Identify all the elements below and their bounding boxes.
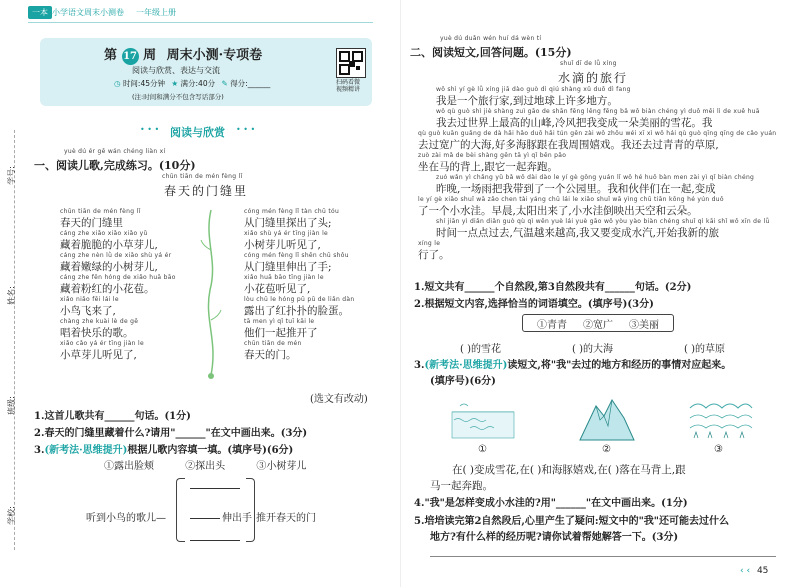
poem-line-pinyin: chàng zhe kuài lè de gē [60,318,139,325]
week-prefix: 第 [104,48,118,63]
pen-icon: ✎ [221,79,228,88]
q3-fill-line-2: 马一起奔跑。 [430,480,493,492]
week-title [104,44,262,65]
poem-left-column [60,208,210,362]
q3-fill-line-1[interactable]: 在( )变成雪花,在( )和海豚嬉戏,在( )落在马背上,跟 [452,464,686,476]
story-line-pinyin: wǒ qù guò shì jiè shàng zuì gāo de shān fēng lěng fēng bǎ wǒ biàn chéng yì duǒ měi lì de xuě huā [436,108,760,115]
ocean-picture [450,398,516,440]
poem-line-pinyin: xiǎo shù yá ér tīng jiàn le [244,230,329,237]
q3-bracket [176,478,185,542]
answer-line[interactable] [430,556,776,557]
poem-line-text: 他们一起推开了 [244,327,318,339]
right-q3-number: 3. [414,360,425,371]
poem-line [244,296,394,318]
poem-line-pinyin: cáng zhe fěn hóng de xiǎo huā bāo [60,274,176,281]
right-q1: 1.短文共有______个自然段,第3自然段共有______句话。(2分) [414,282,692,293]
q2-fill-1[interactable]: ( )的雪花 [460,344,501,355]
story-line-text: 时间一点点过去,气温越来越高,我又要变成水汽,开始我新的旅 [436,227,720,239]
left-q3 [34,441,293,456]
header-box [40,38,372,106]
poem-line [244,318,394,340]
right-q3-cont: (填序号)(6分) [430,376,496,387]
poem-line-text: 小花苞听见了, [244,283,311,295]
picture-label-3: ③ [714,444,723,455]
qr-pattern [356,66,360,70]
story-line-text: 我是一个旅行家,到过地球上许多地方。 [436,95,618,107]
section-banner-dots-right: • • • [236,125,256,134]
q3-option-1: ①露出脸颊 [104,461,154,472]
grassland-picture [688,398,754,440]
label-school: 学校: [6,506,16,525]
right-q3-text: 读短文,将"我"去过的地方和经历的事情对应起来。 [507,360,732,371]
page-footer [740,566,768,576]
poem-line [244,340,394,362]
q2-option-box [522,314,674,332]
label-class: 班级: [6,396,16,415]
q3-text: 根据儿歌内容填一填。(填序号)(6分) [127,445,294,456]
top-divider [28,22,373,23]
poem-line [60,252,210,274]
left-q1: 1.这首儿歌共有______句话。(1分) [34,411,191,422]
section-banner-dots-left: • • • [140,125,160,134]
right-q2: 2.根据短文内容,选择恰当的词语填空。(填序号)(3分) [414,299,654,310]
q3-blank-1[interactable] [190,488,240,489]
poem-line-text: 藏着嫩绿的小树芽儿, [60,261,158,273]
poem-line [244,252,394,274]
q3-bracket-right [246,478,255,542]
poem-line-pinyin: cáng zhe xiǎo xiǎo xiǎo yǔ [60,230,148,237]
story-line [418,240,788,262]
mountain-picture [578,396,636,442]
vine-decoration [196,210,226,385]
q1-title-pinyin: yuè dú ér gē wán chéng liàn xí [64,148,166,155]
left-q2: 2.春天的门缝里藏着什么?请用"______"在文中画出来。(3分) [34,428,308,439]
top-bar [28,6,368,20]
poem-source: (选文有改动) [310,394,368,405]
story-line-text: 行了。 [418,249,450,261]
q1-title: 一、阅读儿歌,完成练习。(10分) [34,159,196,172]
poem-right-column [244,208,394,362]
right-q3-tag: (新考法·思维提升) [424,360,508,371]
poem-line [60,318,210,340]
poem-line-pinyin: xiǎo niǎo fēi lái le [60,296,119,303]
story-line-text: 了一个小水洼。早晨,太阳出来了,小水洼倒映出天空和云朵。 [418,205,698,217]
qr-caption: 扫码看微 视频精讲 [336,79,361,93]
q3-diagram-left: 听到小鸟的歌儿— [86,513,166,524]
poem-line-text: 小树芽儿听见了, [244,239,321,251]
poem-line-pinyin: chūn tiān de mén [244,340,302,347]
q3-diagram-right: 推开春天的门 [256,513,316,524]
series-name: 小学语文周末小测卷 [52,8,124,17]
label-name: 姓名: [6,286,16,305]
grade-label: 一年级上册 [136,8,176,17]
story-line-pinyin: qù guò kuān guǎng de dà hǎi hǎo duō hǎi tún gēn zài wǒ zhōu wéi xī xì wǒ hái qù guò qīng qīng de cǎo yuán [418,130,777,137]
q3-blank-2[interactable] [190,518,220,519]
qr-pattern [349,61,355,67]
q2-fill-3[interactable]: ( )的草原 [684,344,725,355]
story-line [418,152,788,174]
poem-line-pinyin: xiǎo cǎo yá ér tīng jiàn le [60,340,144,347]
q3-option-2: ②探出头 [185,461,226,472]
q3-option-3: ③小树芽儿 [256,461,307,472]
poem-line [60,296,210,318]
q2-option-2: ②宽广 [583,320,613,331]
header-note: (注:时间和满分不包含写话部分) [132,93,224,101]
poem-line-pinyin: chūn tiān de mén fèng lǐ [60,208,141,215]
week-number: 17 [122,48,139,65]
poem-line-text: 从门缝里探出了头; [244,217,332,229]
q3-options [104,457,306,472]
poem-line-text: 从门缝里伸出了手; [244,261,332,273]
story-line-text: 昨晚,一场雨把我带到了一个公园里。我和伙伴们在一起,变成 [436,183,716,195]
story-line [418,108,788,130]
q3-blank-3[interactable] [190,540,240,541]
poem-line-text: 春天的门缝里 [60,217,123,229]
poem-line-text: 唱着快乐的歌。 [60,327,134,339]
story-line-pinyin: wǒ shì yí gè lǚ xíng jiā dào guò dì qiú shàng xǔ duō dì fang [436,86,631,93]
right-q3 [414,356,731,371]
poem-line [60,340,210,362]
story-line [418,86,788,108]
q3-diagram-mid: 伸出手 [222,513,252,524]
poem-line-text: 小草芽儿听见了, [60,349,137,361]
header-title: 周末小测·专项卷 [166,48,263,63]
story-line [418,130,788,152]
time-info [114,78,270,89]
story-line-text: 坐在马的背上,跟它一起奔跑。 [418,161,558,173]
qr-code[interactable] [336,48,366,78]
story-line-pinyin: shí jiān yì diǎn diǎn guò qù qì wēn yuè lái yuè gāo wǒ yòu yào biàn chéng shuǐ qì kāi shǐ wǒ xīn de lǚ [436,218,770,225]
story-line [418,174,788,196]
time-label: 时间:45分钟 [122,79,166,88]
story-line-pinyin: zuó wǎn yì chǎng yǔ bǎ wǒ dài dào le yí gè gōng yuán lǐ wǒ hé huǒ bàn men zài yì qǐ biàn chéng [436,174,755,181]
poem-line [60,274,210,296]
poem-line-text: 露出了红扑扑的脸蛋。 [244,305,349,317]
poem-line [60,208,210,230]
picture-label-2: ② [602,444,611,455]
q2-fill-2[interactable]: ( )的大海 [572,344,613,355]
poem-title-pinyin: chūn tiān de mén fèng lǐ [162,173,243,180]
poem-line-text: 小鸟飞来了, [60,305,116,317]
story-title: 水滴的旅行 [558,71,629,85]
poem-line [244,274,394,296]
section-title: 阅读与欣赏 [170,126,225,139]
poem-line-pinyin: cáng zhe nèn lǜ de xiǎo shù yá ér [60,252,172,259]
poem-line [244,208,394,230]
page-fold [400,0,401,587]
story-line-text: 我去过世界上最高的山峰,冷风把我变成一朵美丽的雪花。我 [436,117,713,129]
poem-line-pinyin: xiǎo huā bāo tīng jiàn le [244,274,324,281]
poem-title: 春天的门缝里 [164,184,249,198]
section-banner [130,124,280,138]
q2-option-3: ③美丽 [629,320,659,331]
picture-label-1: ① [478,444,487,455]
my-score-label: 得分:______ [230,79,271,88]
story-body [418,86,788,262]
poem-line-pinyin: tā men yì qǐ tuī kāi le [244,318,315,325]
label-student-id: 学号: [6,166,16,185]
story-line-text: 去过宽广的大海,好多海豚跟在我周围嬉戏。我还去过青青的草原, [418,139,719,151]
story-title-pinyin: shuǐ dī de lǚ xíng [560,60,617,67]
poem-line-text: 春天的门。 [244,349,297,361]
q3-number: 3. [34,445,45,456]
right-q4: 4."我"是怎样变成小水洼的?用"______"在文中画出来。(1分) [414,498,688,509]
q3-tag: (新考法·思维提升) [44,445,128,456]
poem-line-pinyin: cóng mén fèng lǐ tàn chū tóu [244,208,340,215]
story-line [418,196,788,218]
poem-line [60,230,210,252]
right-q5-line2: 地方?有什么样的经历呢?请你试着帮她解答一下。(3分) [430,532,679,543]
week-suffix: 周 [143,48,157,63]
poem-line-text: 藏着粉红的小花苞。 [60,283,155,295]
header-subtitle: 阅读与欣赏、表达与交流 [132,66,220,75]
score-label: 满分:40分 [180,79,216,88]
q2-option-1: ①青青 [537,320,567,331]
right-q2-title: 二、阅读短文,回答问题。(15分) [410,46,572,59]
story-line-pinyin: le yí gè xiǎo shuǐ wā zǎo chen tài yáng chū lái le xiǎo shuǐ wā yìng chū tiān kōng hé yún duǒ [418,196,724,203]
page-dots-icon: ‹ ‹ [740,566,751,576]
poem-line-pinyin: lòu chū le hóng pū pū de liǎn dàn [244,296,355,303]
star-icon: ★ [171,79,179,88]
story-line-pinyin: zuò zài mǎ de bèi shàng gēn tā yì qǐ bēn pǎo [418,152,567,159]
series-badge: 一本 [28,6,52,19]
binding-margin [0,130,30,560]
clock-icon: ◷ [114,79,121,88]
page-number: 45 [756,566,769,576]
story-line-pinyin: xíng le [418,240,441,247]
poem-line-pinyin: cóng mén fèng lǐ shēn chū shǒu [244,252,349,259]
poem-line [244,230,394,252]
right-q5-line1: 5.培培读完第2自然段后,心里产生了疑问:短文中的"我"还可能去过什么 [414,516,729,527]
right-q2-title-pinyin: yuè dú duǎn wén huí dá wèn tí [440,35,542,42]
dashed-binding-line [14,130,15,550]
poem-line-text: 藏着脆脆的小草芽儿, [60,239,158,251]
story-line [418,218,788,240]
